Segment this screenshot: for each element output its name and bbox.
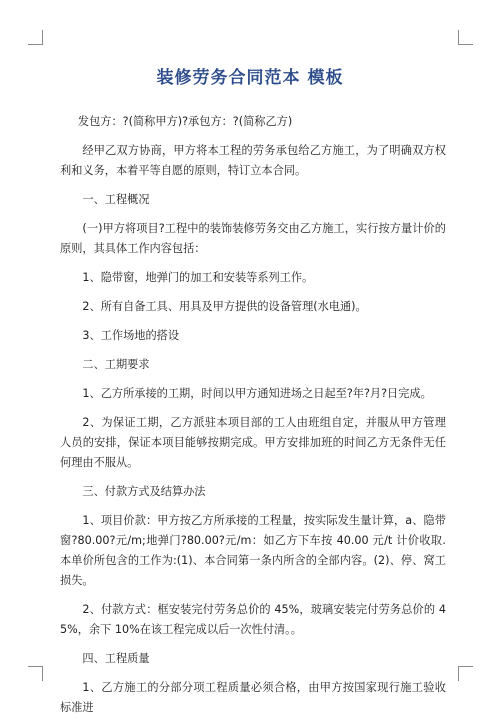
section-heading-overview: 一、工程概况 [82, 193, 150, 206]
payment-item-2: 2、付款方式：框安装完付劳务总价的 45%，玻璃安装完付劳务总价的 45%，余下 10%在该工程完成以后一次性付清。。 [60, 603, 446, 636]
quality-item-1: 1、乙方施工的分部分项工程质量必须合格，由甲方按国家现行施工验收标准进 [60, 681, 446, 714]
overview-paragraph: (一)甲方将项目?工程中的装饰装修劳务交由乙方施工，实行按方量计价的原则，其具体工作内容包括： [60, 222, 446, 255]
document-body [60, 112, 446, 727]
section-heading-schedule: 二、工期要求 [82, 358, 150, 371]
schedule-item-2: 2、为保证工期，乙方派驻本项目部的工人由班组自定，并服从甲方管理人员的安排，保证本项目能够按期完成。甲方安排加班的时间乙方无条件无任何理由不服从。 [60, 416, 446, 469]
preamble-paragraph: 经甲乙双方协商，甲方将本工程的劳务承包给乙方施工，为了明确双方权利和义务，本着平等自愿的原则，特订立本合同。 [60, 144, 446, 177]
document-title: 装修劳务合同范本 模板 [156, 68, 344, 88]
crop-mark-bottom-right [458, 666, 473, 681]
overview-item-2: 2、所有自备工具、用具及甲方提供的设备管理(水电通)。 [82, 300, 367, 313]
section-heading-quality: 四、工程质量 [82, 652, 150, 665]
overview-item-3: 3、工作场地的搭设 [82, 329, 180, 342]
parties-line: 发包方：?(简称甲方)?承包方：?(简称乙方) [77, 115, 293, 128]
payment-item-1: 1、项目价款：甲方按乙方所承接的工程量，按实际发生量计算，a、隐带窗?80.00?元/m;地弹门?80.00?元/m：如乙方下车按 40.00 元/t 计价收取.本单价所包含的工作为:(1)、本合同第一条内所含的全部内容。(2)、停、窝工损失。 [60, 514, 446, 587]
schedule-item-1: 1、乙方所承接的工期，时间以甲方通知进场之日起至?年?月?日完成。 [82, 387, 432, 400]
section-heading-payment: 三、付款方式及结算办法 [82, 485, 206, 498]
crop-mark-bottom-left [28, 666, 43, 681]
crop-mark-top-left [28, 30, 43, 45]
overview-item-1: 1、隐带窗，地弹门的加工和安装等系列工作。 [82, 271, 314, 284]
crop-mark-top-right [458, 30, 473, 45]
